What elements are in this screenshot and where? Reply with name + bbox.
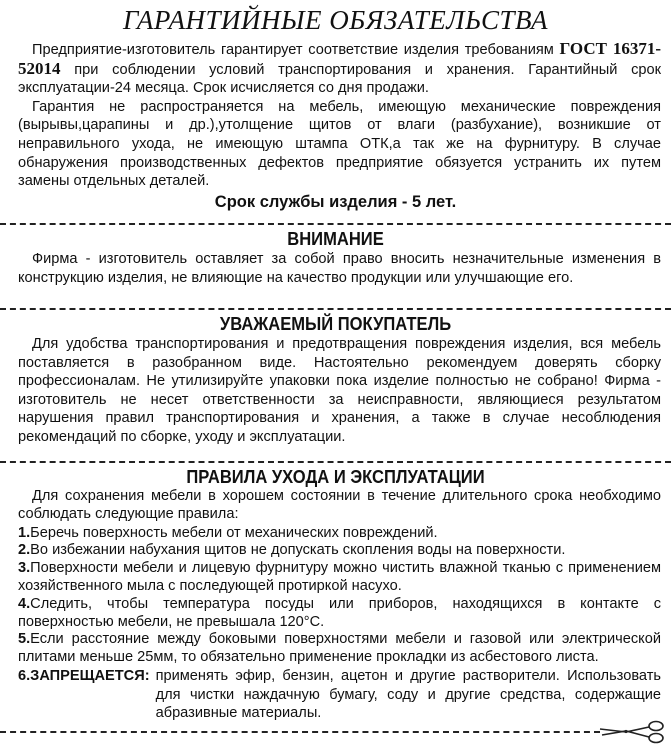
attention-section <box>0 228 671 287</box>
care-heading: ПРАВИЛА УХОДА И ЭКСПЛУАТАЦИИ <box>186 467 485 487</box>
section-divider <box>0 461 671 463</box>
forbidden-label-text: 6.ЗАПРЕЩАЕТСЯ <box>18 667 145 684</box>
care-rule <box>0 596 671 632</box>
rule-text: Если расстояние между боковыми поверхностями мебели и газовой или электрической плитами меньше 25мм, то обязательно применение прокладки из асбестового листа. <box>18 631 661 666</box>
care-rule <box>0 542 671 560</box>
forbidden-label <box>18 667 150 723</box>
warranty-exclusions: Гарантия не распространяется на мебель, имеющую механические повреждения (вырывы,царапины и др.),утолщение щитов от влаги (разбухание), возникшие от неправильного ухода, не имеющую штампа ОТК,а так же на фурнитуру. В случае обнаружения производственных дефектов предприятие обязуется устранить их путем замены отдельных деталей. <box>18 98 661 190</box>
rule-number: 5. <box>18 631 31 648</box>
rule-text: Поверхности мебели и лицевую фурнитуру можно чистить влажной тканью с применением хозяйственного мыла с последующей протиркой насухо. <box>18 560 661 594</box>
care-rule <box>0 631 671 667</box>
customer-text: Для удобства транспортирования и предотвращения повреждения изделия, вся мебель поставляется в разобранном виде. Настоятельно рекомендуем доверять сборку профессионалам. Не утилизируйте упаковки пока изделие полностью не собрано! Фирма - изготовитель не несет ответственности за неисправности, являющиеся результатом нарушения правил транспортирования и хранения, а также в случае несоблюдения рекомендаций по сборке, уходу и эксплуатации. <box>18 336 661 445</box>
gost-standard: ГОСТ 16371-52014 <box>18 39 661 78</box>
customer-section <box>0 313 671 447</box>
warranty-section <box>0 40 671 213</box>
care-rule <box>0 525 671 543</box>
warranty-intro-text: Предприятие-изготовитель гарантирует соответствие изделия требованиям <box>32 42 554 58</box>
forbidden-colon: : <box>144 667 150 684</box>
rule-text: Во избежании набухания щитов не допускать скопления воды на поверхности. <box>30 542 566 559</box>
rule-text: Беречь поверхность мебели от механических повреждений. <box>30 524 438 541</box>
attention-heading: ВНИМАНИЕ <box>287 229 384 249</box>
care-intro: Для сохранения мебели в хорошем состоянии в течение длительного срока необходимо соблюдать следующие правила: <box>18 488 661 522</box>
scissors-icon <box>596 718 666 744</box>
rule-text: Следить, чтобы температура посуды или приборов, находящихся в контакте с поверхностью мебели, не превышала 120°С. <box>18 595 661 630</box>
rule-number: 1. <box>18 524 31 541</box>
care-section <box>0 466 671 723</box>
section-divider <box>0 308 671 310</box>
forbidden-rule <box>0 667 671 723</box>
care-rule <box>0 560 671 596</box>
cut-line <box>0 731 600 733</box>
rule-number: 3. <box>18 560 31 577</box>
forbidden-text: применять эфир, бензин, ацетон и другие растворители. Использовать для чистки наждачную бумагу, соду и другие средства, содержащие абразивные материалы. <box>155 667 661 722</box>
service-life: Срок службы изделия - 5 лет. <box>214 192 457 211</box>
rule-number: 4. <box>18 595 31 612</box>
section-divider <box>0 223 671 225</box>
attention-text: Фирма - изготовитель оставляет за собой право вносить незначительные изменения в конструкцию изделия, не влияющие на качество продукции или улучшающие его. <box>18 251 661 286</box>
warranty-intro-cont: при соблюдении условий транспортирования и хранения. Гарантийный срок эксплуатации-24 месяца. Срок исчисляется со дня продажи. <box>18 61 661 97</box>
rule-number: 2. <box>18 542 31 559</box>
page-title: ГАРАНТИЙНЫЕ ОБЯЗАТЕЛЬСТВА <box>123 5 548 35</box>
customer-heading: УВАЖАЕМЫЙ ПОКУПАТЕЛЬ <box>219 314 452 334</box>
warranty-intro <box>0 40 671 98</box>
